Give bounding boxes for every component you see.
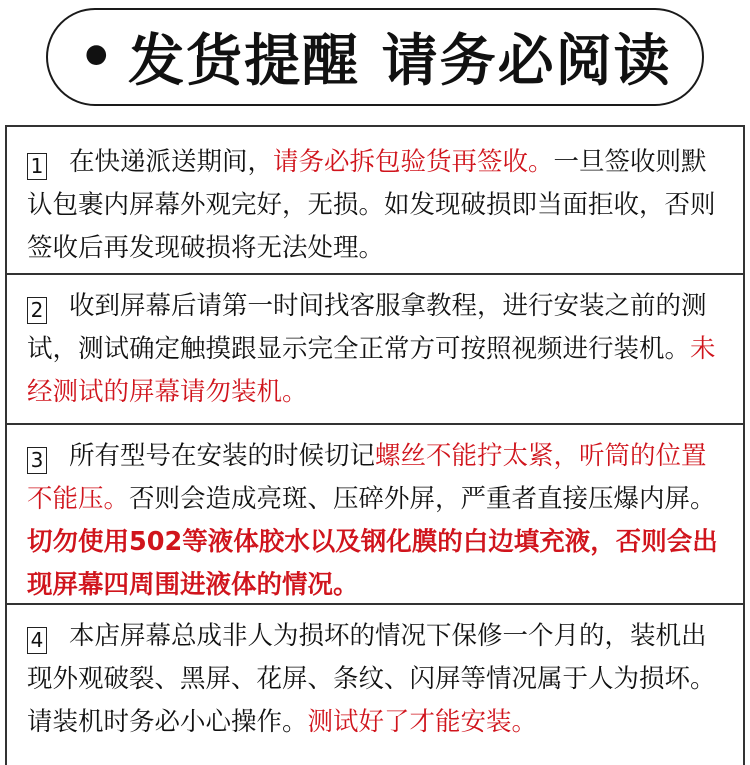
title-banner	[46, 8, 704, 106]
section-number-1: 1	[27, 153, 47, 180]
section-1-text-a: 在快递派送期间，	[69, 147, 274, 177]
section-divider-2	[5, 423, 745, 425]
section-4-text-a: 本店屏幕总成非人为损坏的情况下保修一个月的，装机出现外观破裂、黑屏、花屏、条纹、闪屏等情况属于人为损坏。请装机时务必小心操作。	[27, 621, 716, 737]
section-3-warning: 切勿使用502等液体胶水以及钢化膜的白边填充液，否则会出现屏幕四周围进液体的情况。	[27, 527, 718, 600]
section-1-text-c: 一旦签收则默认包裹内屏幕外观完好，无损。如发现破损即当面拒收，否则签收后再发现破损将无法处理。	[27, 147, 716, 263]
page-title: 发货提醒 请务必阅读	[128, 29, 672, 94]
section-3-text-c: 否则会造成亮斑、压碎外屏，严重者直接压爆内屏。	[129, 484, 716, 514]
notice-section-1	[5, 141, 745, 270]
section-divider-1	[5, 273, 745, 275]
section-number-4: 4	[27, 627, 47, 654]
section-divider-3	[5, 603, 745, 605]
section-number-2: 2	[27, 297, 47, 324]
section-2-text-a: 收到屏幕后请第一时间找客服拿教程，进行安装之前的测试，测试确定触摸跟显示完全正常方可按照视频进行装机。	[27, 291, 707, 364]
section-3-highlight: 螺丝不能拧太紧，听筒的位置不能压。	[27, 441, 707, 514]
title-bullet: •	[78, 24, 115, 90]
notice-section-2	[5, 285, 745, 414]
section-1-highlight: 请务必拆包验货再签收。	[273, 147, 554, 177]
section-3-text-a: 所有型号在安装的时候切记	[69, 441, 376, 471]
notice-section-4	[5, 615, 745, 744]
notice-section-3	[5, 435, 745, 607]
section-number-3: 3	[27, 447, 47, 474]
section-4-highlight: 测试好了才能安装。	[307, 707, 538, 737]
section-2-highlight: 未经测试的屏幕请勿装机。	[27, 334, 716, 407]
